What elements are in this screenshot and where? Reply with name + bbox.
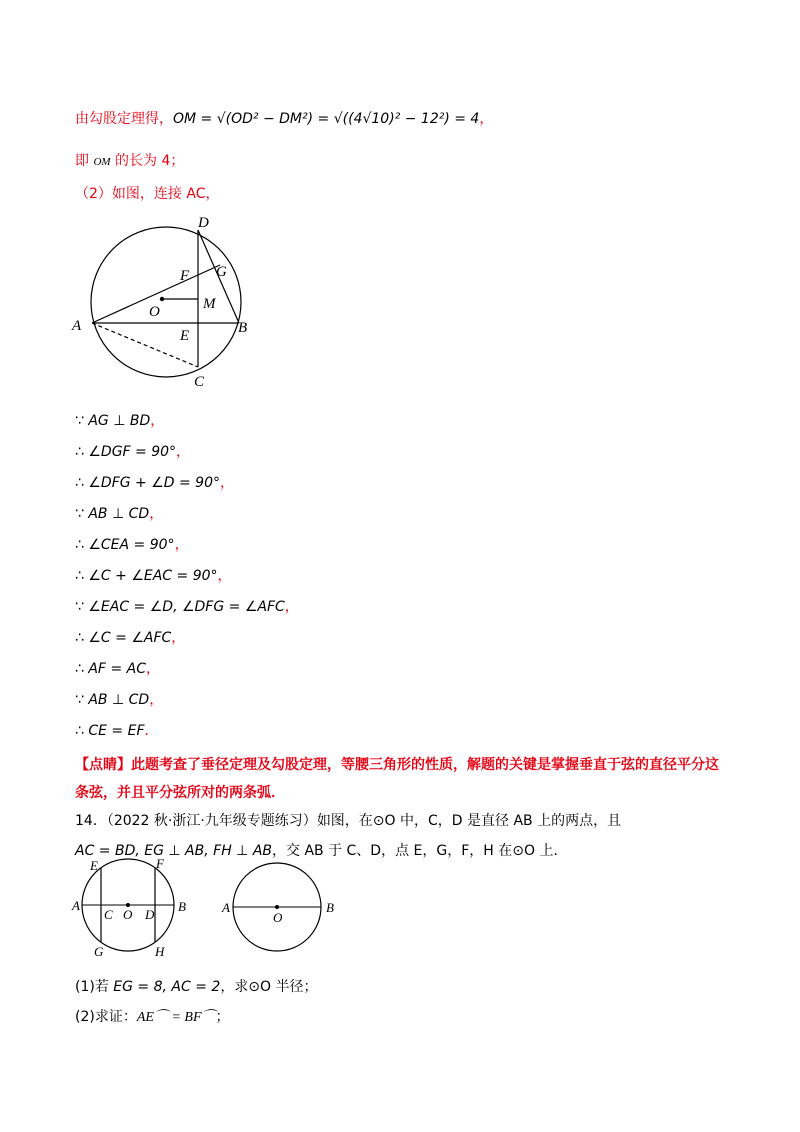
comment-line-1 bbox=[75, 754, 719, 774]
om-prefix: 即 bbox=[75, 153, 89, 169]
proof-step: ∴ ∠C = ∠AFC， bbox=[75, 630, 186, 646]
center-dot bbox=[275, 905, 279, 909]
label-b: B bbox=[238, 320, 248, 336]
comment-line-2: 条弦，并且平分弦所对的两条弧． bbox=[75, 785, 285, 801]
q2-prefix: (2)求证： bbox=[75, 1009, 137, 1025]
figure-circle-chords bbox=[70, 210, 260, 390]
problem-text-1: 如图，在⊙O 中，C，D 是直径 AB 上的两点，且 bbox=[316, 813, 622, 829]
om-variable: OM bbox=[93, 156, 111, 168]
proof-step: ∴ ∠DFG + ∠D = 90°， bbox=[75, 475, 234, 491]
label-o: O bbox=[149, 304, 160, 320]
q1-formula: EG = 8, AC = 2 bbox=[113, 979, 221, 995]
proof-step: ∴ AF = AC， bbox=[75, 661, 160, 677]
label-o: O bbox=[123, 907, 133, 922]
figure-circle-diameter bbox=[215, 855, 345, 960]
proof-step: ∵ ∠EAC = ∠D, ∠DFG = ∠AFC， bbox=[75, 599, 299, 615]
proof-step: ∴ ∠CEA = 90°， bbox=[75, 537, 189, 553]
om-suffix: 的长为 4； bbox=[115, 153, 185, 169]
question-2 bbox=[75, 1006, 230, 1026]
label-g: G bbox=[94, 944, 104, 959]
label-c: C bbox=[104, 907, 113, 922]
center-dot bbox=[160, 297, 164, 301]
q2-formula: AE⌒ = BF⌒ bbox=[136, 1010, 216, 1025]
proof-step: ∴ ∠C + ∠EAC = 90°， bbox=[75, 568, 232, 584]
label-c: C bbox=[194, 374, 205, 390]
label-a: A bbox=[72, 898, 80, 913]
solution-suffix: ， bbox=[479, 111, 494, 127]
solution-line-pythagoras bbox=[75, 108, 493, 128]
proof-step: ∴ ∠DGF = 90°， bbox=[75, 444, 191, 460]
problem-14-line-1 bbox=[75, 810, 621, 830]
label-b: B bbox=[326, 900, 334, 915]
label-d: D bbox=[198, 215, 209, 231]
figure-circle-two-chords bbox=[68, 855, 198, 960]
proof-step: ∵ AB ⊥ CD， bbox=[75, 692, 164, 708]
label-h: H bbox=[155, 944, 165, 959]
label-a: A bbox=[222, 900, 230, 915]
label-b: B bbox=[178, 899, 186, 914]
comment-tag: 【点睛】 bbox=[75, 757, 131, 773]
label-d: D bbox=[145, 907, 155, 922]
label-m: M bbox=[203, 296, 216, 312]
label-e: E bbox=[90, 858, 98, 873]
problem-source: （2022 秋·浙江·九年级专题练习） bbox=[106, 813, 317, 829]
proof-step: ∵ AB ⊥ CD， bbox=[75, 506, 164, 522]
om-formula: OM = √(OD² − DM²) = √((4√10)² − 12²) = 4 bbox=[173, 111, 480, 127]
label-e: E bbox=[180, 328, 190, 344]
label-a: A bbox=[72, 318, 82, 334]
label-o: O bbox=[273, 910, 283, 925]
solution-prefix: 由勾股定理得， bbox=[75, 111, 173, 127]
proof-step: ∴ CE = EF． bbox=[75, 723, 159, 739]
comment-text-1: 此题考查了垂径定理及勾股定理，等腰三角形的性质，解题的关键是掌握垂直于弦的直径平分这 bbox=[131, 757, 719, 773]
label-g: G bbox=[216, 264, 227, 280]
proof-step: ∵ AG ⊥ BD， bbox=[75, 413, 165, 429]
solution-line-om-length bbox=[75, 150, 184, 170]
label-f: F bbox=[180, 268, 190, 284]
q1-suffix: ，求⊙O 半径； bbox=[220, 979, 318, 995]
problem-conditions: AC = BD, EG ⊥ AB, FH ⊥ AB bbox=[75, 843, 272, 859]
problem-text-2: ，交 AB 于 C、D，点 E，G，F，H 在⊙O 上． bbox=[272, 843, 568, 859]
label-f: F bbox=[156, 856, 164, 871]
q1-prefix: (1)若 bbox=[75, 979, 114, 995]
q2-suffix: ； bbox=[215, 1009, 230, 1025]
problem-number: 14． bbox=[75, 813, 107, 829]
circle-o bbox=[91, 227, 241, 377]
part2-title: （2）如图，连接 AC， bbox=[75, 186, 220, 202]
question-1 bbox=[75, 976, 318, 996]
